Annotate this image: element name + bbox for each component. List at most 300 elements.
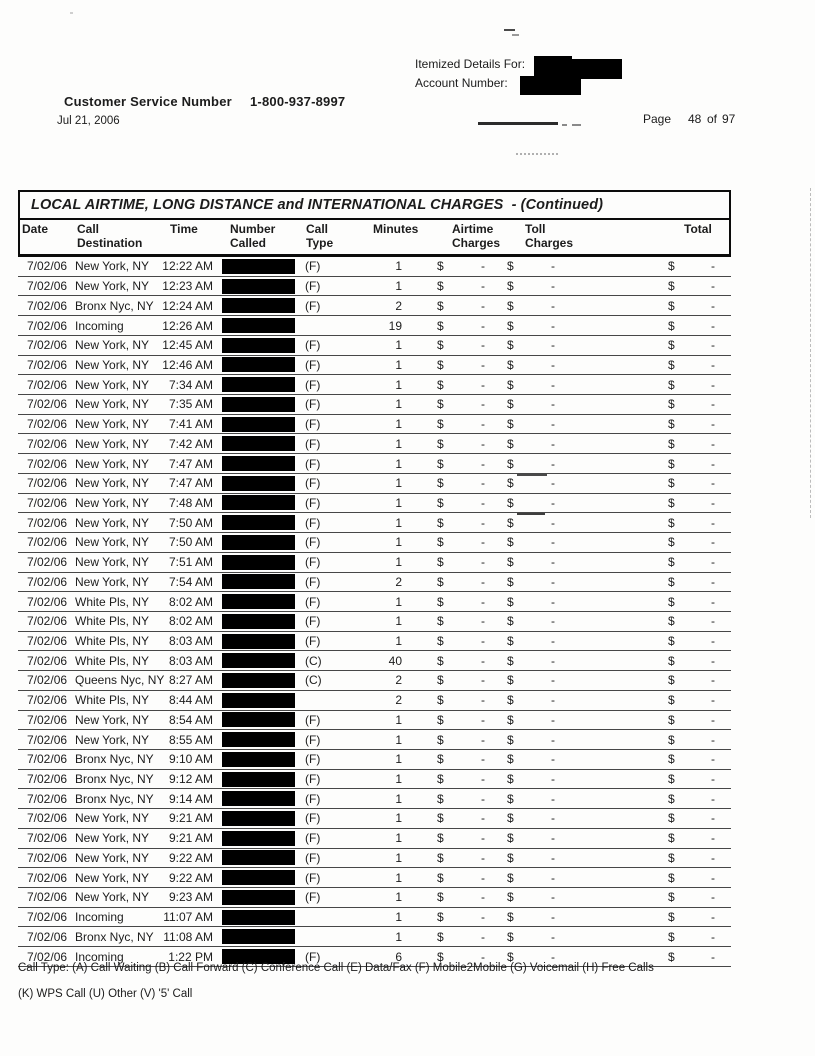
currency-symbol: $ [507, 870, 514, 885]
cell-call-type: (F) [305, 772, 321, 787]
toll-amount: - [551, 515, 555, 530]
cell-number-called [216, 653, 302, 668]
airtime-amount: - [481, 574, 485, 589]
currency-symbol: $ [668, 377, 675, 392]
cell-date: 7/02/06 [27, 634, 68, 649]
cell-call-destination: New York, NY [75, 377, 150, 392]
column-header-line: Called [230, 235, 267, 250]
cell-time: 9:10 AM [168, 752, 213, 767]
scan-artifact [504, 29, 515, 31]
table-row [18, 375, 731, 395]
cell-number-called [216, 495, 302, 510]
cell-date: 7/02/06 [27, 456, 68, 471]
page-current-number: 48 [688, 112, 702, 126]
total-amount: - [711, 890, 715, 905]
currency-symbol: $ [668, 870, 675, 885]
airtime-amount: - [481, 555, 485, 570]
cell-airtime-charges [404, 930, 497, 944]
total-amount: - [711, 456, 715, 471]
cell-date: 7/02/06 [27, 752, 68, 767]
phone-number-redaction [222, 456, 295, 471]
cell-call-type: (F) [305, 259, 321, 274]
cell-total [568, 654, 731, 668]
cell-toll-charges [497, 654, 568, 668]
total-amount: - [711, 614, 715, 629]
toll-amount: - [551, 338, 555, 353]
currency-symbol: $ [507, 555, 514, 570]
cell-number-called [216, 476, 302, 491]
cell-airtime-charges [404, 772, 497, 786]
table-row [18, 809, 731, 829]
airtime-amount: - [481, 357, 485, 372]
cell-time: 9:12 AM [168, 772, 213, 787]
airtime-amount: - [481, 929, 485, 944]
cell-minutes: 2 [395, 298, 402, 313]
cell-airtime-charges [404, 555, 497, 569]
phone-number-redaction [222, 673, 295, 688]
cell-minutes: 1 [395, 870, 402, 885]
airtime-amount: - [481, 298, 485, 313]
cell-date: 7/02/06 [27, 791, 68, 806]
currency-symbol: $ [437, 377, 444, 392]
currency-symbol: $ [668, 259, 675, 274]
currency-symbol: $ [507, 535, 514, 550]
phone-number-redaction [222, 574, 295, 589]
airtime-amount: - [481, 436, 485, 451]
airtime-amount: - [481, 318, 485, 333]
currency-symbol: $ [507, 456, 514, 471]
scan-artifact [478, 122, 558, 125]
cell-toll-charges [497, 417, 568, 431]
currency-symbol: $ [437, 476, 444, 491]
cell-airtime-charges [404, 831, 497, 845]
currency-symbol: $ [437, 634, 444, 649]
currency-symbol: $ [668, 555, 675, 570]
cell-total [568, 378, 731, 392]
currency-symbol: $ [437, 456, 444, 471]
cell-total [568, 319, 731, 333]
cell-airtime-charges [404, 811, 497, 825]
phone-number-redaction [222, 495, 295, 510]
currency-symbol: $ [437, 574, 444, 589]
cell-total [568, 693, 731, 707]
cell-minutes: 2 [395, 673, 402, 688]
toll-amount: - [551, 949, 555, 964]
cell-number-called [216, 870, 302, 885]
cell-time: 9:21 AM [168, 831, 213, 846]
cell-minutes: 1 [395, 890, 402, 905]
cell-time: 12:22 AM [162, 259, 213, 274]
cell-minutes: 1 [395, 555, 402, 570]
table-title: LOCAL AIRTIME, LONG DISTANCE and INTERNATIONAL CHARGES - (Continued) [20, 192, 729, 220]
cell-date: 7/02/06 [27, 574, 68, 589]
toll-amount: - [551, 791, 555, 806]
cell-minutes: 1 [395, 614, 402, 629]
cell-minutes: 1 [395, 831, 402, 846]
cell-time: 9:14 AM [168, 791, 213, 806]
total-amount: - [711, 318, 715, 333]
cell-minutes: 1 [395, 811, 402, 826]
airtime-amount: - [481, 535, 485, 550]
total-amount: - [711, 693, 715, 708]
phone-number-redaction [222, 436, 295, 451]
cell-airtime-charges [404, 437, 497, 451]
cell-airtime-charges [404, 496, 497, 510]
cell-minutes: 19 [388, 318, 402, 333]
cell-total [568, 930, 731, 944]
cell-time: 7:42 AM [168, 436, 213, 451]
table-row [18, 730, 731, 750]
cell-airtime-charges [404, 417, 497, 431]
toll-amount: - [551, 673, 555, 688]
cell-date: 7/02/06 [27, 397, 68, 412]
table-row [18, 592, 731, 612]
airtime-amount: - [481, 594, 485, 609]
airtime-amount: - [481, 397, 485, 412]
toll-amount: - [551, 377, 555, 392]
cell-toll-charges [497, 496, 568, 510]
cell-toll-charges [497, 673, 568, 687]
cell-time: 12:46 AM [162, 357, 213, 372]
cell-time: 8:27 AM [168, 673, 213, 688]
currency-symbol: $ [507, 397, 514, 412]
column-header-line: Minutes [373, 222, 419, 236]
cell-date: 7/02/06 [27, 811, 68, 826]
cell-date: 7/02/06 [27, 377, 68, 392]
total-amount: - [711, 712, 715, 727]
cell-toll-charges [497, 851, 568, 865]
cell-call-destination: Bronx Nyc, NY [75, 929, 154, 944]
toll-amount: - [551, 634, 555, 649]
toll-amount: - [551, 476, 555, 491]
currency-symbol: $ [437, 298, 444, 313]
cell-time: 7:34 AM [168, 377, 213, 392]
cell-time: 7:47 AM [168, 476, 213, 491]
currency-symbol: $ [668, 515, 675, 530]
cell-date: 7/02/06 [27, 693, 68, 708]
currency-symbol: $ [507, 910, 514, 925]
column-header-number-called [218, 223, 304, 250]
column-header-minutes [370, 222, 419, 250]
column-header-line: Toll [525, 222, 546, 236]
cell-airtime-charges [404, 279, 497, 293]
cell-total [568, 535, 731, 549]
cell-date: 7/02/06 [27, 949, 68, 964]
cell-call-destination: New York, NY [75, 357, 150, 372]
cell-toll-charges [497, 713, 568, 727]
total-amount: - [711, 357, 715, 372]
currency-symbol: $ [668, 653, 675, 668]
table-row [18, 651, 731, 671]
currency-symbol: $ [437, 732, 444, 747]
cell-toll-charges [497, 319, 568, 333]
airtime-amount: - [481, 515, 485, 530]
table-row [18, 750, 731, 770]
currency-symbol: $ [668, 476, 675, 491]
cell-call-type: (F) [305, 436, 321, 451]
cell-time: 7:47 AM [168, 456, 213, 471]
cell-total [568, 299, 731, 313]
cell-number-called [216, 259, 302, 274]
cell-date: 7/02/06 [27, 831, 68, 846]
table-row [18, 316, 731, 336]
page-of-label: of [707, 112, 718, 126]
phone-number-redaction [222, 614, 295, 629]
cell-toll-charges [497, 871, 568, 885]
cell-total [568, 811, 731, 825]
cell-airtime-charges [404, 476, 497, 490]
cell-time: 8:44 AM [168, 693, 213, 708]
table-row [18, 277, 731, 297]
column-header-line: Total [684, 222, 712, 236]
currency-symbol: $ [437, 712, 444, 727]
cell-number-called [216, 811, 302, 826]
cell-date: 7/02/06 [27, 929, 68, 944]
cell-minutes: 1 [395, 515, 402, 530]
phone-number-redaction [222, 929, 295, 944]
cell-time: 11:07 AM [163, 910, 213, 925]
phone-number-redaction [222, 772, 295, 787]
cell-total [568, 417, 731, 431]
currency-symbol: $ [668, 495, 675, 510]
toll-amount: - [551, 417, 555, 432]
cell-airtime-charges [404, 358, 497, 372]
table-row [18, 849, 731, 869]
toll-amount: - [551, 318, 555, 333]
cell-toll-charges [497, 634, 568, 648]
cell-call-type: (F) [305, 732, 321, 747]
cell-call-destination: New York, NY [75, 574, 150, 589]
currency-symbol: $ [668, 791, 675, 806]
table-row [18, 415, 731, 435]
cell-total [568, 831, 731, 845]
cell-number-called [216, 417, 302, 432]
cell-total [568, 733, 731, 747]
phone-number-redaction [222, 870, 295, 885]
cell-number-called [216, 693, 302, 708]
phone-number-redaction [222, 417, 295, 432]
column-header-line: Number [230, 222, 276, 236]
currency-symbol: $ [437, 752, 444, 767]
cell-minutes: 1 [395, 712, 402, 727]
cell-call-type: (F) [305, 417, 321, 432]
currency-symbol: $ [668, 574, 675, 589]
cell-airtime-charges [404, 299, 497, 313]
total-amount: - [711, 535, 715, 550]
cell-call-type: (F) [305, 456, 321, 471]
toll-amount: - [551, 397, 555, 412]
column-header-time [162, 223, 218, 250]
total-amount: - [711, 929, 715, 944]
cell-total [568, 516, 731, 530]
cell-call-destination: New York, NY [75, 259, 150, 274]
total-amount: - [711, 752, 715, 767]
table-row [18, 927, 731, 947]
phone-number-redaction [222, 890, 295, 905]
currency-symbol: $ [668, 772, 675, 787]
scan-artifact [572, 124, 581, 126]
cell-time: 7:35 AM [168, 397, 213, 412]
airtime-amount: - [481, 259, 485, 274]
cell-airtime-charges [404, 654, 497, 668]
cell-toll-charges [497, 910, 568, 924]
cell-call-type: (F) [305, 594, 321, 609]
toll-amount: - [551, 535, 555, 550]
cell-call-type: (F) [305, 850, 321, 865]
phone-number-redaction [222, 357, 295, 372]
cell-total [568, 397, 731, 411]
cell-time: 7:48 AM [168, 495, 213, 510]
currency-symbol: $ [668, 338, 675, 353]
cell-call-destination: New York, NY [75, 811, 150, 826]
page-total-number: 97 [722, 112, 736, 126]
cell-date: 7/02/06 [27, 318, 68, 333]
total-amount: - [711, 811, 715, 826]
phone-number-redaction [222, 259, 295, 274]
cell-number-called [216, 772, 302, 787]
cell-call-type: (F) [305, 949, 321, 964]
currency-symbol: $ [668, 417, 675, 432]
currency-symbol: $ [507, 693, 514, 708]
cell-date: 7/02/06 [27, 417, 68, 432]
currency-symbol: $ [507, 929, 514, 944]
airtime-amount: - [481, 949, 485, 964]
cell-date: 7/02/06 [27, 890, 68, 905]
cell-call-destination: Bronx Nyc, NY [75, 791, 154, 806]
table-header-box [18, 190, 731, 257]
table-row [18, 553, 731, 573]
cell-time: 8:02 AM [168, 594, 213, 609]
column-header-line: Type [306, 235, 334, 250]
phone-number-redaction [222, 298, 295, 313]
phone-number-redaction [222, 910, 295, 925]
currency-symbol: $ [437, 929, 444, 944]
cell-toll-charges [497, 772, 568, 786]
airtime-amount: - [481, 890, 485, 905]
currency-symbol: $ [437, 535, 444, 550]
table-row [18, 454, 731, 474]
table-row [18, 770, 731, 790]
cell-call-destination: Incoming [75, 910, 124, 925]
cell-airtime-charges [404, 259, 497, 273]
toll-amount: - [551, 298, 555, 313]
cell-time: 7:50 AM [168, 535, 213, 550]
cell-number-called [216, 929, 302, 944]
cell-call-destination: Bronx Nyc, NY [75, 752, 154, 767]
currency-symbol: $ [507, 515, 514, 530]
phone-number-redaction [222, 555, 295, 570]
cell-airtime-charges [404, 752, 497, 766]
currency-symbol: $ [668, 594, 675, 609]
cell-call-destination: New York, NY [75, 417, 150, 432]
cell-date: 7/02/06 [27, 614, 68, 629]
scan-artifact [512, 34, 519, 36]
airtime-amount: - [481, 811, 485, 826]
column-header-line: Destination [77, 235, 143, 250]
cell-minutes: 1 [395, 417, 402, 432]
toll-amount: - [551, 752, 555, 767]
cell-call-destination: New York, NY [75, 279, 150, 294]
cell-number-called [216, 397, 302, 412]
currency-symbol: $ [437, 318, 444, 333]
cell-total [568, 752, 731, 766]
total-amount: - [711, 436, 715, 451]
airtime-amount: - [481, 910, 485, 925]
cell-minutes: 1 [395, 791, 402, 806]
currency-symbol: $ [668, 298, 675, 313]
currency-symbol: $ [668, 614, 675, 629]
cell-total [568, 476, 731, 490]
cell-call-destination: New York, NY [75, 515, 150, 530]
cell-minutes: 1 [395, 279, 402, 294]
column-header-toll-charges [499, 222, 574, 250]
table-row [18, 356, 731, 376]
cell-total [568, 457, 731, 471]
cell-airtime-charges [404, 614, 497, 628]
currency-symbol: $ [437, 338, 444, 353]
total-amount: - [711, 574, 715, 589]
cell-call-destination: White Pls, NY [75, 594, 150, 609]
cell-toll-charges [497, 614, 568, 628]
column-header-airtime-charges [406, 223, 499, 250]
cell-call-destination: New York, NY [75, 495, 150, 510]
cell-number-called [216, 890, 302, 905]
currency-symbol: $ [668, 279, 675, 294]
page-label: Page [643, 112, 672, 126]
currency-symbol: $ [507, 949, 514, 964]
cell-date: 7/02/06 [27, 870, 68, 885]
cell-minutes: 1 [395, 377, 402, 392]
currency-symbol: $ [668, 890, 675, 905]
currency-symbol: $ [507, 890, 514, 905]
airtime-amount: - [481, 772, 485, 787]
cell-call-type: (F) [305, 338, 321, 353]
cell-airtime-charges [404, 910, 497, 924]
cell-airtime-charges [404, 713, 497, 727]
table-row [18, 513, 731, 533]
cell-minutes: 1 [395, 910, 402, 925]
cell-airtime-charges [404, 575, 497, 589]
cell-time: 9:23 AM [168, 890, 213, 905]
currency-symbol: $ [507, 417, 514, 432]
cell-number-called [216, 850, 302, 865]
total-amount: - [711, 594, 715, 609]
toll-amount: - [551, 910, 555, 925]
currency-symbol: $ [437, 890, 444, 905]
toll-amount: - [551, 614, 555, 629]
toll-amount: - [551, 850, 555, 865]
airtime-amount: - [481, 732, 485, 747]
column-header-line: Call [77, 222, 100, 236]
total-amount: - [711, 515, 715, 530]
cell-minutes: 1 [395, 436, 402, 451]
table-row [18, 494, 731, 514]
cell-toll-charges [497, 792, 568, 806]
phone-number-redaction [222, 693, 295, 708]
cell-time: 7:51 AM [168, 555, 213, 570]
currency-symbol: $ [437, 653, 444, 668]
toll-amount: - [551, 436, 555, 451]
cell-call-type: (F) [305, 870, 321, 885]
airtime-amount: - [481, 476, 485, 491]
phone-number-redaction [222, 831, 295, 846]
cell-airtime-charges [404, 634, 497, 648]
cell-call-destination: New York, NY [75, 712, 150, 727]
cell-minutes: 6 [395, 949, 402, 964]
cell-toll-charges [497, 595, 568, 609]
cell-toll-charges [497, 457, 568, 471]
cell-date: 7/02/06 [27, 436, 68, 451]
